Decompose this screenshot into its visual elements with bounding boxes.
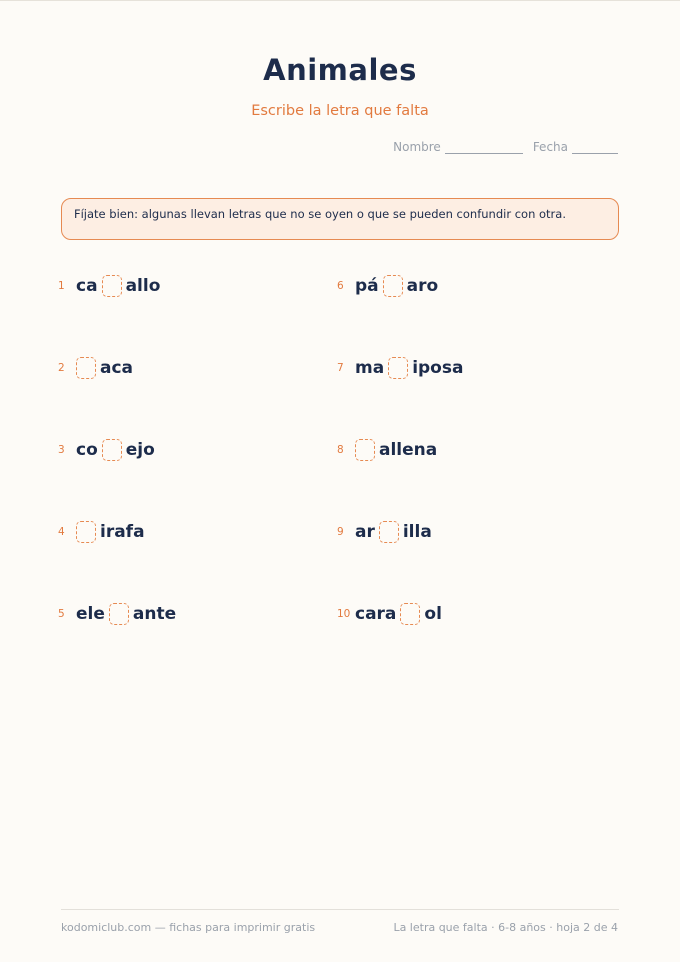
word-prefix: co <box>76 440 98 460</box>
item-number: 1 <box>58 280 65 292</box>
word-prefix: ar <box>355 522 375 542</box>
item-word <box>76 439 155 461</box>
missing-letter-box[interactable] <box>76 521 96 543</box>
instruction-notice: Fíjate bien: algunas llevan letras que no se oyen o que se pueden confundir con otra. <box>61 198 619 240</box>
word-suffix: allena <box>379 440 438 460</box>
word-suffix: illa <box>402 522 432 542</box>
word-suffix: irafa <box>100 522 145 542</box>
word-prefix: ele <box>76 604 105 624</box>
item-number: 4 <box>58 526 65 538</box>
item-number: 9 <box>337 526 344 538</box>
fecha-line <box>572 142 618 154</box>
missing-letter-box[interactable] <box>76 357 96 379</box>
name-date-fields <box>393 140 618 154</box>
exercise-item-10 <box>337 601 442 627</box>
exercise-item-2 <box>58 355 133 381</box>
missing-letter-box[interactable] <box>379 521 399 543</box>
exercise-item-9 <box>337 519 432 545</box>
item-word <box>355 521 432 543</box>
item-number: 3 <box>58 444 65 456</box>
item-number: 10 <box>337 608 351 620</box>
missing-letter-box[interactable] <box>355 439 375 461</box>
item-number: 6 <box>337 280 344 292</box>
item-number: 5 <box>58 608 65 620</box>
word-suffix: ante <box>132 604 177 624</box>
footer-sheet-info: La letra que falta · 6-8 años · hoja 2 de 4 <box>393 921 618 934</box>
word-suffix: aro <box>406 276 439 296</box>
missing-letter-box[interactable] <box>109 603 129 625</box>
nombre-line <box>445 142 523 154</box>
item-word <box>355 357 463 379</box>
missing-letter-box[interactable] <box>400 603 420 625</box>
footer-site-credit: kodomiclub.com — fichas para imprimir gratis <box>61 921 316 934</box>
exercise-item-7 <box>337 355 463 381</box>
item-word <box>76 275 160 297</box>
exercise-item-5 <box>58 601 176 627</box>
word-suffix: ol <box>424 604 442 624</box>
footer-divider <box>61 909 619 910</box>
missing-letter-box[interactable] <box>102 439 122 461</box>
item-number: 2 <box>58 362 65 374</box>
item-word <box>355 275 438 297</box>
word-suffix: allo <box>125 276 161 296</box>
item-word <box>355 603 442 625</box>
fecha-label: Fecha <box>532 140 568 154</box>
item-word <box>76 357 133 379</box>
exercise-item-8 <box>337 437 437 463</box>
item-word <box>355 439 437 461</box>
missing-letter-box[interactable] <box>388 357 408 379</box>
exercise-item-6 <box>337 273 438 299</box>
missing-letter-box[interactable] <box>102 275 122 297</box>
item-word <box>76 521 145 543</box>
exercise-item-4 <box>58 519 145 545</box>
word-prefix: ca <box>76 276 98 296</box>
word-suffix: aca <box>100 358 134 378</box>
missing-letter-box[interactable] <box>383 275 403 297</box>
exercise-item-1 <box>58 273 160 299</box>
word-prefix: pá <box>355 276 379 296</box>
item-number: 7 <box>337 362 344 374</box>
page-subtitle: Escribe la letra que falta <box>251 103 429 119</box>
word-suffix: ejo <box>125 440 155 460</box>
word-prefix: ma <box>355 358 385 378</box>
word-prefix: cara <box>355 604 397 624</box>
item-word <box>76 603 176 625</box>
item-number: 8 <box>337 444 344 456</box>
exercise-item-3 <box>58 437 155 463</box>
page-title: Animales <box>263 53 417 87</box>
word-suffix: iposa <box>412 358 464 378</box>
nombre-label: Nombre <box>393 140 441 154</box>
